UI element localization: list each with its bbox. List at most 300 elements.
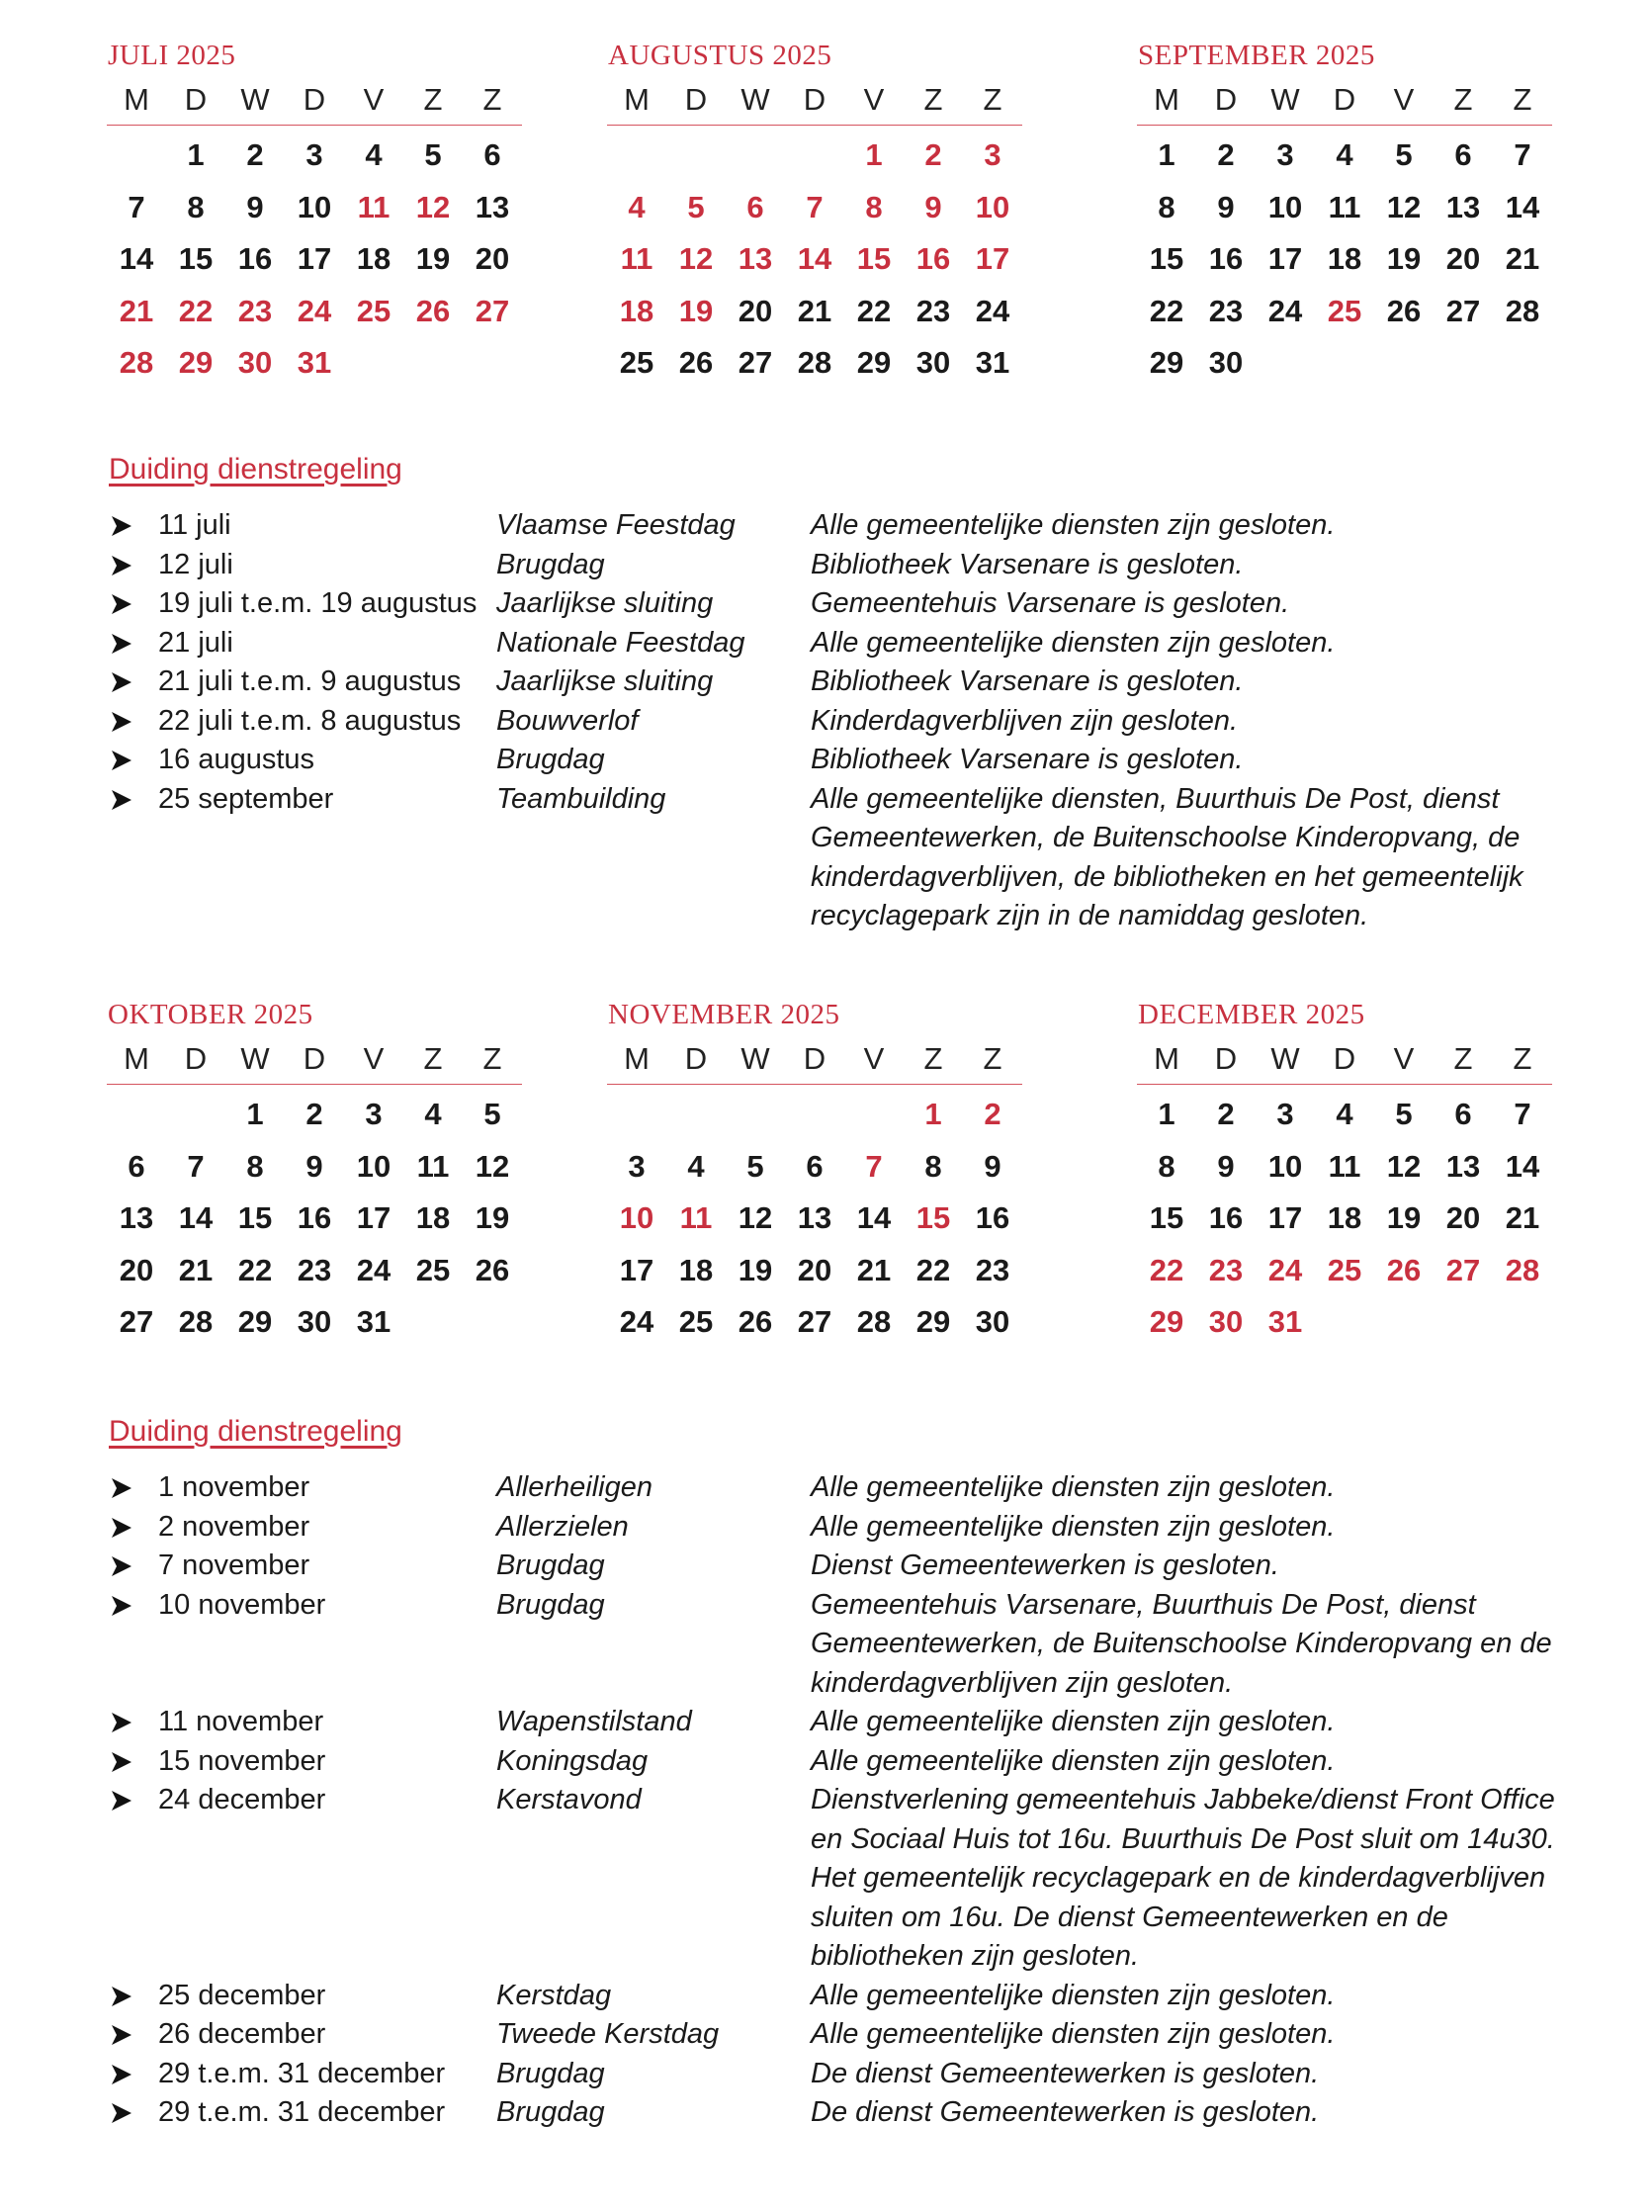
section-title: Duiding dienstregeling	[109, 453, 402, 486]
calendar-day: 6	[128, 1148, 145, 1184]
weekday-label: V	[1393, 1041, 1415, 1076]
calendar-day: 26	[415, 293, 451, 328]
calendar-day: 18	[1327, 1200, 1362, 1236]
weekday-header	[107, 1034, 522, 1085]
weekday-label: D	[303, 82, 326, 117]
calendar-day: 6	[806, 1148, 824, 1184]
calendar-day: 19	[475, 1200, 510, 1236]
month-title: JULI 2025	[108, 40, 236, 71]
calendar-day: 28	[178, 1304, 214, 1340]
note-date: 19 juli t.e.m. 19 augustus	[158, 587, 478, 619]
calendar-day: 18	[415, 1200, 451, 1236]
calendar-day: 8	[1158, 189, 1175, 224]
note-description: Dienst Gemeentewerken is gesloten.	[811, 1549, 1279, 1581]
calendar-day: 6	[1454, 1097, 1472, 1131]
calendar-day: 6	[1454, 137, 1472, 172]
note-date: 21 juli t.e.m. 9 augustus	[158, 665, 462, 697]
calendar-day: 21	[119, 293, 154, 328]
weekday-header	[1137, 75, 1552, 126]
calendar-day: 21	[178, 1252, 214, 1287]
note-occasion: Brugdag	[496, 548, 605, 580]
calendar-day: 29	[237, 1304, 273, 1340]
weekday-header	[607, 75, 1022, 126]
note-date: 29 t.e.m. 31 december	[158, 2096, 446, 2128]
note-date: 11 november	[158, 1706, 324, 1737]
calendar-day: 9	[246, 189, 264, 224]
calendar-day: 3	[984, 137, 1001, 172]
weekday-label: Z	[423, 1041, 443, 1076]
weekday-label: Z	[983, 82, 1002, 117]
calendar-day: 5	[424, 137, 442, 172]
calendar-day: 4	[687, 1148, 705, 1184]
weekday-label: D	[803, 1041, 826, 1076]
arrow-bullet-icon	[109, 702, 132, 741]
arrow-bullet-icon	[109, 1468, 132, 1507]
calendar-day: 3	[365, 1097, 383, 1131]
note-description: Dienstverlening gemeentehuis Jabbeke/dienst Front Office en Sociaal Huis tot 16u. Buurthuis De Post sluit om 14u30. Het gemeentelijk recyclagepark en de kinderdagverblijven sluiten om 16u. De dienst Gemeentewerken en de bibliotheken zijn gesloten.	[811, 1784, 1555, 1972]
note-description: De dienst Gemeentewerken is gesloten.	[811, 2096, 1320, 2128]
calendar-day: 26	[1386, 1252, 1422, 1287]
calendar-day: 11	[620, 241, 653, 277]
day-grid	[607, 1089, 1022, 1349]
day-grid	[107, 1089, 522, 1349]
calendar-day: 23	[237, 293, 273, 328]
note-description: Bibliotheek Varsenare is gesloten.	[811, 744, 1244, 775]
note-description: Alle gemeentelijke diensten zijn gesloten.	[811, 509, 1336, 541]
weekday-header	[607, 1034, 1022, 1085]
calendar-day: 9	[984, 1148, 1001, 1184]
calendar-day: 26	[475, 1252, 510, 1287]
calendar-day: 17	[1267, 241, 1303, 277]
month-calendar-july	[107, 36, 522, 390]
note-occasion: Brugdag	[496, 1588, 605, 1621]
calendar-day: 26	[678, 345, 714, 381]
weekday-label: D	[1333, 1041, 1356, 1076]
calendar-day: 29	[915, 1304, 951, 1340]
note-occasion: Kerstavond	[496, 1784, 642, 1815]
month-title: SEPTEMBER 2025	[1138, 40, 1375, 71]
note-occasion: Brugdag	[496, 2057, 605, 2089]
calendar-day: 4	[1336, 1097, 1353, 1131]
arrow-bullet-icon	[109, 2093, 132, 2132]
calendar-day: 15	[237, 1200, 273, 1236]
service-note-row	[109, 506, 1562, 546]
month-title: DECEMBER 2025	[1138, 999, 1365, 1030]
calendar-day: 8	[924, 1148, 942, 1184]
note-occasion: Brugdag	[496, 2096, 605, 2128]
day-grid	[1137, 130, 1552, 390]
calendar-day: 6	[746, 189, 764, 224]
service-note-row	[109, 780, 1562, 936]
arrow-bullet-icon	[109, 1508, 132, 1547]
calendar-day: 30	[915, 345, 951, 381]
note-occasion: Kerstdag	[496, 1979, 612, 2011]
calendar-day: 27	[1445, 293, 1481, 328]
calendar-day: 22	[915, 1252, 951, 1287]
calendar-day: 19	[678, 293, 714, 328]
calendar-day: 1	[924, 1097, 942, 1131]
calendar-day: 15	[178, 241, 214, 277]
weekday-label: W	[740, 1041, 770, 1076]
calendar-day: 27	[1445, 1252, 1481, 1287]
weekday-label: V	[863, 82, 885, 117]
note-description: De dienst Gemeentewerken is gesloten.	[811, 2057, 1320, 2089]
calendar-day: 3	[1276, 1097, 1294, 1131]
weekday-label: M	[1154, 1041, 1179, 1076]
calendar-day: 28	[797, 345, 832, 381]
calendar-day: 1	[1158, 1097, 1175, 1131]
calendar-day: 17	[1267, 1200, 1303, 1236]
arrow-bullet-icon	[109, 1703, 132, 1741]
note-date: 1 november	[158, 1471, 310, 1503]
calendar-day: 18	[678, 1252, 714, 1287]
arrow-bullet-icon	[109, 2015, 132, 2054]
calendar-day: 13	[738, 241, 773, 277]
calendar-day: 2	[984, 1097, 1001, 1131]
weekday-label: W	[240, 82, 270, 117]
calendar-day: 18	[1327, 241, 1362, 277]
arrow-bullet-icon	[109, 546, 132, 584]
note-date: 16 augustus	[158, 744, 315, 775]
calendar-day: 4	[628, 189, 646, 224]
note-description: Alle gemeentelijke diensten zijn gesloten.	[811, 1471, 1336, 1503]
calendar-day: 24	[356, 1252, 391, 1287]
calendar-day: 24	[619, 1304, 654, 1340]
calendar-day: 4	[365, 137, 383, 172]
calendar-day: 7	[865, 1148, 883, 1184]
note-date: 25 september	[158, 782, 334, 815]
calendar-day: 11	[416, 1148, 450, 1184]
arrow-bullet-icon	[109, 1977, 132, 2015]
calendar-day: 15	[856, 241, 892, 277]
note-date: 10 november	[158, 1588, 326, 1621]
note-description: Kinderdagverblijven zijn gesloten.	[811, 704, 1239, 737]
calendar-day: 12	[738, 1200, 773, 1236]
calendar-day: 28	[1505, 1252, 1540, 1287]
section-title: Duiding dienstregeling	[109, 1415, 402, 1448]
calendar-day: 7	[187, 1148, 205, 1184]
calendar-day: 27	[475, 293, 510, 328]
service-note-row	[109, 663, 1562, 702]
note-date: 26 december	[158, 2018, 326, 2050]
note-date: 2 november	[158, 1510, 310, 1543]
calendar-day: 25	[356, 293, 391, 328]
calendar-day: 20	[738, 293, 773, 328]
arrow-bullet-icon	[109, 506, 132, 545]
calendar-day: 28	[1505, 293, 1540, 328]
weekday-label: D	[1214, 82, 1238, 117]
calendar-day: 22	[856, 293, 892, 328]
calendar-day: 14	[1505, 189, 1540, 224]
calendar-day: 21	[797, 293, 832, 328]
calendar-day: 22	[1149, 1252, 1184, 1287]
service-note-row	[109, 2093, 1562, 2133]
note-description: Alle gemeentelijke diensten zijn gesloten.	[811, 1706, 1336, 1737]
weekday-label: W	[740, 82, 770, 117]
service-note-row	[109, 1547, 1562, 1586]
calendar-day: 7	[1514, 1097, 1531, 1131]
calendar-day: 23	[1208, 1252, 1244, 1287]
calendar-day: 16	[975, 1200, 1010, 1236]
calendar-day: 17	[619, 1252, 654, 1287]
note-occasion: Brugdag	[496, 744, 605, 775]
calendar-day: 7	[806, 189, 824, 224]
calendar-day: 12	[415, 189, 451, 224]
calendar-day: 30	[297, 1304, 332, 1340]
calendar-day: 23	[915, 293, 951, 328]
service-note-row	[109, 1586, 1562, 1704]
service-note-row	[109, 1703, 1562, 1742]
service-note-row	[109, 1977, 1562, 2016]
calendar-day: 14	[119, 241, 154, 277]
weekday-label: D	[803, 82, 826, 117]
note-occasion: Koningsdag	[496, 1744, 649, 1777]
calendar-day: 3	[305, 137, 323, 172]
calendar-day: 30	[1208, 1304, 1244, 1340]
weekday-label: Z	[423, 82, 443, 117]
note-date: 25 december	[158, 1979, 326, 2011]
weekday-label: V	[1393, 82, 1415, 117]
weekday-label: D	[184, 82, 208, 117]
calendar-day: 2	[246, 137, 264, 172]
calendar-day: 30	[237, 345, 273, 381]
weekday-label: D	[1333, 82, 1356, 117]
calendar-day: 1	[246, 1097, 264, 1131]
calendar-day: 22	[178, 293, 214, 328]
calendar-day: 22	[237, 1252, 273, 1287]
note-occasion: Teambuilding	[496, 782, 666, 815]
calendar-day: 10	[619, 1200, 654, 1236]
note-date: 7 november	[158, 1549, 310, 1581]
service-notes-list	[109, 1468, 1562, 2133]
month-calendar-september	[1137, 36, 1552, 390]
arrow-bullet-icon	[109, 1547, 132, 1585]
calendar-day: 13	[119, 1200, 154, 1236]
calendar-day: 23	[975, 1252, 1010, 1287]
calendar-day: 11	[357, 189, 391, 224]
weekday-label: Z	[923, 1041, 943, 1076]
note-description: Alle gemeentelijke diensten zijn gesloten.	[811, 2018, 1336, 2050]
weekday-label: V	[363, 82, 385, 117]
calendar-day: 20	[475, 241, 510, 277]
note-occasion: Wapenstilstand	[496, 1706, 692, 1737]
weekday-label: D	[184, 1041, 208, 1076]
calendar-day: 21	[1505, 241, 1540, 277]
service-note-row	[109, 584, 1562, 624]
note-occasion: Brugdag	[496, 1549, 605, 1581]
calendar-day: 22	[1149, 293, 1184, 328]
weekday-label: Z	[482, 1041, 502, 1076]
service-note-row	[109, 2055, 1562, 2094]
month-calendar-october	[107, 995, 522, 1349]
calendar-day: 14	[1505, 1148, 1540, 1184]
calendar-day: 7	[1514, 137, 1531, 172]
calendar-day: 30	[1208, 345, 1244, 381]
weekday-label: Z	[983, 1041, 1002, 1076]
calendar-day: 27	[119, 1304, 154, 1340]
note-date: 15 november	[158, 1744, 326, 1777]
note-date: 29 t.e.m. 31 december	[158, 2057, 446, 2089]
month-calendar-november	[607, 995, 1022, 1349]
calendar-day: 18	[356, 241, 391, 277]
note-description: Alle gemeentelijke diensten zijn gesloten.	[811, 1510, 1336, 1543]
weekday-label: W	[240, 1041, 270, 1076]
calendar-day: 13	[1445, 189, 1481, 224]
weekday-label: Z	[1513, 82, 1532, 117]
calendar-day: 15	[1149, 1200, 1184, 1236]
service-note-row	[109, 1781, 1562, 1977]
calendar-day: 1	[865, 137, 883, 172]
arrow-bullet-icon	[109, 741, 132, 779]
calendar-day: 31	[1267, 1304, 1303, 1340]
calendar-day: 17	[975, 241, 1010, 277]
note-date: 11 juli	[158, 509, 231, 541]
calendar-day: 9	[1217, 189, 1235, 224]
arrow-bullet-icon	[109, 663, 132, 701]
calendar-day: 31	[297, 345, 332, 381]
day-grid	[1137, 1089, 1552, 1349]
calendar-day: 5	[483, 1097, 501, 1131]
calendar-day: 31	[356, 1304, 391, 1340]
calendar-day: 11	[1328, 189, 1361, 224]
note-description: Alle gemeentelijke diensten zijn gesloten.	[811, 626, 1336, 659]
calendar-day: 7	[128, 189, 145, 224]
note-date: 22 juli t.e.m. 8 augustus	[158, 704, 462, 737]
calendar-day: 15	[1149, 241, 1184, 277]
month-calendar-august	[607, 36, 1022, 390]
calendar-day: 10	[297, 189, 332, 224]
calendar-day: 23	[297, 1252, 332, 1287]
service-note-row	[109, 1468, 1562, 1508]
weekday-label: Z	[1513, 1041, 1532, 1076]
calendar-day: 4	[1336, 137, 1353, 172]
weekday-label: D	[1214, 1041, 1238, 1076]
calendar-day: 25	[678, 1304, 714, 1340]
calendar-day: 19	[1386, 241, 1422, 277]
calendar-day: 18	[619, 293, 654, 328]
note-description: Alle gemeentelijke diensten, Buurthuis De Post, dienst Gemeentewerken, de Buitenschoolse Kinderopvang, de kinderdagverblijven, de bibliotheken en het gemeentelijk recyclagepark zijn in de namiddag gesloten.	[811, 782, 1523, 931]
calendar-day: 2	[1217, 1097, 1235, 1131]
weekday-header	[1137, 1034, 1552, 1085]
calendar-day: 12	[678, 241, 714, 277]
service-note-row	[109, 702, 1562, 742]
calendar-day: 2	[305, 1097, 323, 1131]
weekday-label: M	[124, 82, 149, 117]
calendar-day: 14	[797, 241, 832, 277]
calendar-day: 29	[1149, 1304, 1184, 1340]
day-grid	[607, 130, 1022, 390]
calendar-day: 21	[1505, 1200, 1540, 1236]
service-note-row	[109, 1508, 1562, 1548]
calendar-day: 1	[1158, 137, 1175, 172]
weekday-label: M	[624, 1041, 650, 1076]
service-note-row	[109, 2015, 1562, 2055]
service-note-row	[109, 1742, 1562, 1782]
calendar-day: 4	[424, 1097, 442, 1131]
weekday-label: Z	[482, 82, 502, 117]
calendar-day: 29	[1149, 345, 1184, 381]
calendar-day: 19	[415, 241, 451, 277]
calendar-day: 10	[1267, 189, 1303, 224]
calendar-day: 5	[1395, 1097, 1413, 1131]
note-date: 21 juli	[158, 626, 233, 659]
service-note-row	[109, 624, 1562, 664]
calendar-day: 8	[187, 189, 205, 224]
month-title: AUGUSTUS 2025	[608, 40, 832, 71]
arrow-bullet-icon	[109, 624, 132, 663]
month-title: NOVEMBER 2025	[608, 999, 840, 1030]
weekday-label: M	[124, 1041, 149, 1076]
arrow-bullet-icon	[109, 1586, 132, 1625]
note-description: Alle gemeentelijke diensten zijn gesloten.	[811, 1979, 1336, 2011]
note-description: Bibliotheek Varsenare is gesloten.	[811, 548, 1244, 580]
weekday-label: V	[863, 1041, 885, 1076]
arrow-bullet-icon	[109, 1781, 132, 1819]
service-notes-list	[109, 506, 1562, 936]
weekday-header	[107, 75, 522, 126]
calendar-day: 29	[178, 345, 214, 381]
calendar-day: 21	[856, 1252, 892, 1287]
calendar-day: 17	[356, 1200, 391, 1236]
calendar-day: 14	[178, 1200, 214, 1236]
calendar-day: 26	[1386, 293, 1422, 328]
calendar-day: 29	[856, 345, 892, 381]
calendar-day: 2	[1217, 137, 1235, 172]
note-occasion: Allerheiligen	[496, 1471, 652, 1503]
calendar-day: 16	[237, 241, 273, 277]
service-note-row	[109, 546, 1562, 585]
calendar-day: 16	[915, 241, 951, 277]
calendar-day: 17	[297, 241, 332, 277]
calendar-day: 5	[746, 1148, 764, 1184]
calendar-day: 24	[1267, 1252, 1303, 1287]
note-description: Gemeentehuis Varsenare, Buurthuis De Post, dienst Gemeentewerken, de Buitenschoolse Kinderopvang en de kinderdagverblijven zijn gesloten.	[811, 1588, 1552, 1699]
weekday-label: V	[363, 1041, 385, 1076]
note-description: Gemeentehuis Varsenare is gesloten.	[811, 587, 1290, 619]
calendar-day: 12	[475, 1148, 510, 1184]
weekday-label: W	[1270, 1041, 1300, 1076]
calendar-day: 16	[1208, 1200, 1244, 1236]
calendar-day: 11	[1328, 1148, 1361, 1184]
calendar-day: 20	[1445, 241, 1481, 277]
calendar-day: 25	[1327, 293, 1362, 328]
note-occasion: Nationale Feestdag	[496, 626, 745, 659]
note-occasion: Vlaamse Feestdag	[496, 509, 736, 541]
calendar-day: 19	[738, 1252, 773, 1287]
calendar-day: 16	[1208, 241, 1244, 277]
calendar-day: 20	[797, 1252, 832, 1287]
calendar-day: 2	[924, 137, 942, 172]
calendar-day: 25	[415, 1252, 451, 1287]
calendar-day: 6	[483, 137, 501, 172]
arrow-bullet-icon	[109, 2055, 132, 2093]
calendar-day: 24	[975, 293, 1010, 328]
calendar-day: 27	[797, 1304, 832, 1340]
calendar-day: 10	[1267, 1148, 1303, 1184]
weekday-label: D	[684, 82, 708, 117]
calendar-day: 12	[1386, 1148, 1422, 1184]
calendar-day: 13	[475, 189, 510, 224]
calendar-day: 12	[1386, 189, 1422, 224]
arrow-bullet-icon	[109, 780, 132, 819]
calendar-day: 14	[856, 1200, 892, 1236]
calendar-day: 28	[119, 345, 154, 381]
calendar-day: 20	[119, 1252, 154, 1287]
note-occasion: Bouwverlof	[496, 704, 639, 737]
calendar-day: 15	[915, 1200, 951, 1236]
calendar-day: 20	[1445, 1200, 1481, 1236]
calendar-day: 3	[628, 1148, 646, 1184]
